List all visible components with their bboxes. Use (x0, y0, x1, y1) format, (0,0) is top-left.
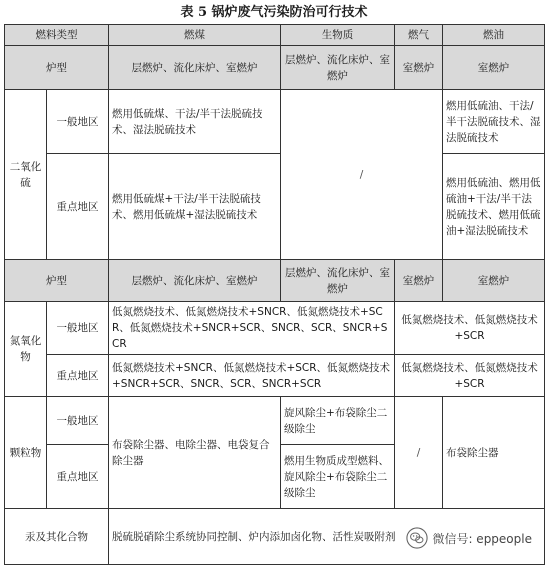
header-biomass: 生物质 (281, 25, 395, 46)
so2-general-coal: 燃用低硫煤、干法/半干法脱硫技术、湿法脱硫技术 (109, 90, 281, 154)
watermark-text: 微信号: eppeople (432, 531, 532, 546)
nox-furnace-row (5, 260, 545, 302)
nox-furnace-oil: 室燃炉 (443, 260, 545, 302)
so2-key-row (5, 154, 545, 260)
so2-furnace-biomass: 层燃炉、流化床炉、室燃炉 (281, 46, 395, 90)
nox-furnace-gas: 室燃炉 (395, 260, 443, 302)
nox-general-row (5, 302, 545, 355)
nox-furnace-biomass: 层燃炉、流化床炉、室燃炉 (281, 260, 395, 302)
so2-biomass-gas-slash: / (281, 90, 443, 260)
boiler-emission-control-table (4, 24, 545, 565)
wechat-icon (406, 527, 428, 549)
pm-coal: 布袋除尘器、电除尘器、电袋复合除尘器 (109, 397, 281, 509)
nox-general-gas-oil: 低氮燃烧技术、低氮燃烧技术+SCR (395, 302, 545, 355)
so2-pollutant-label: 二氧化硫 (5, 90, 47, 260)
pm-key-biomass: 燃用生物质成型燃料、旋风除尘+布袋除尘二级除尘 (281, 445, 395, 509)
header-oil: 燃油 (443, 25, 545, 46)
pm-general-row (5, 397, 545, 445)
nox-furnace-label: 炉型 (5, 260, 109, 302)
mercury-label: 汞及其化合物 (5, 509, 109, 565)
nox-key-solid: 低氮燃烧技术+SNCR、低氮燃烧技术+SCR、低氮燃烧技术+SNCR+SCR、SNCR、SCR、SNCR+SCR (109, 355, 395, 397)
pm-oil: 布袋除尘器 (443, 397, 545, 509)
header-gas: 燃气 (395, 25, 443, 46)
header-row (5, 25, 545, 46)
nox-pollutant-label: 氮氧化物 (5, 302, 47, 397)
so2-furnace-label: 炉型 (5, 46, 109, 90)
so2-key-area: 重点地区 (47, 154, 109, 260)
table-title: 表 5 锅炉废气污染防治可行技术 (180, 5, 368, 20)
nox-key-row (5, 355, 545, 397)
pm-key-area: 重点地区 (47, 445, 109, 509)
pm-general-area: 一般地区 (47, 397, 109, 445)
nox-general-area: 一般地区 (47, 302, 109, 355)
so2-general-oil: 燃用低硫油、干法/半干法脱硫技术、湿法脱硫技术 (443, 90, 545, 154)
so2-furnace-row (5, 46, 545, 90)
header-coal: 燃煤 (109, 25, 281, 46)
wechat-watermark (402, 525, 536, 551)
so2-furnace-coal: 层燃炉、流化床炉、室燃炉 (109, 46, 281, 90)
mercury-value: 脱硫脱硝除尘系统协同控制、炉内添加卤化物、活性炭吸附剂 (109, 509, 545, 565)
nox-key-area: 重点地区 (47, 355, 109, 397)
nox-general-solid: 低氮燃烧技术、低氮燃烧技术+SNCR、低氮燃烧技术+SCR、低氮燃烧技术+SNCR+SCR、SNCR、SCR、SNCR+SCR (109, 302, 395, 355)
nox-furnace-coal: 层燃炉、流化床炉、室燃炉 (109, 260, 281, 302)
pm-general-biomass: 旋风除尘+布袋除尘二级除尘 (281, 397, 395, 445)
so2-furnace-gas: 室燃炉 (395, 46, 443, 90)
so2-key-coal: 燃用低硫煤+干法/半干法脱硫技术、燃用低硫煤+湿法脱硫技术 (109, 154, 281, 260)
so2-furnace-oil: 室燃炉 (443, 46, 545, 90)
pm-pollutant-label: 颗粒物 (5, 397, 47, 509)
nox-key-gas-oil: 低氮燃烧技术、低氮燃烧技术+SCR (395, 355, 545, 397)
so2-general-row (5, 90, 545, 154)
so2-key-oil: 燃用低硫油、燃用低硫油+干法/半干法脱硫技术、燃用低硫油+湿法脱硫技术 (443, 154, 545, 260)
so2-general-area: 一般地区 (47, 90, 109, 154)
header-fuel-type: 燃料类型 (5, 25, 109, 46)
pm-gas-slash: / (395, 397, 443, 509)
